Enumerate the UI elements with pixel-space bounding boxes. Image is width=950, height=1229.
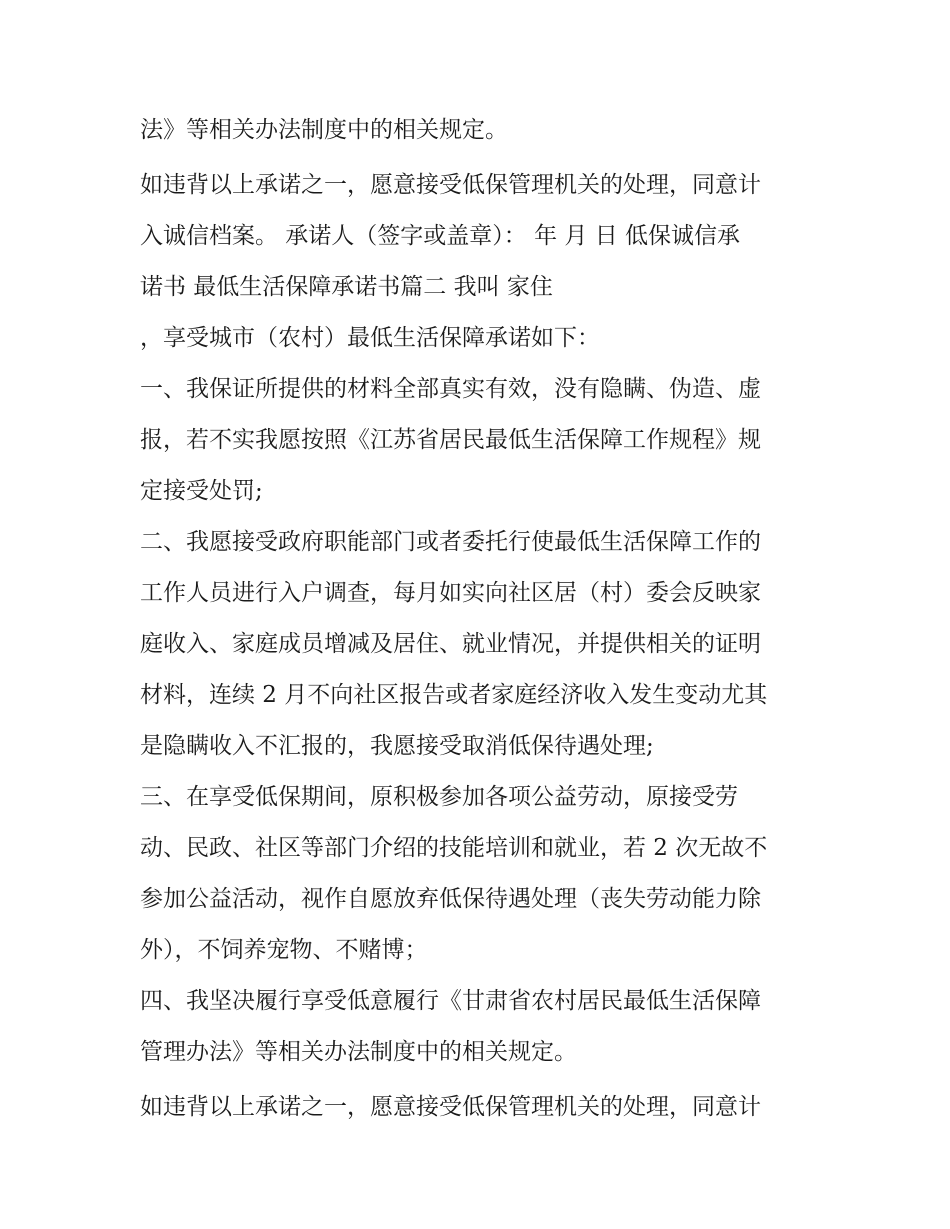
text-line: 庭收入、家庭成员增减及居住、就业情况，并提供相关的证明 [140, 631, 761, 657]
text-line: 如违背以上承诺之一，愿意接受低保管理机关的处理，同意计 [140, 1094, 761, 1120]
text-line: 二、我愿接受政府职能部门或者委托行使最低生活保障工作的 [140, 529, 761, 555]
text-line: 如违背以上承诺之一，愿意接受低保管理机关的处理，同意计 [140, 172, 761, 198]
document-body [140, 105, 820, 1133]
text-line: 法》等相关办法制度中的相关规定。 [140, 117, 508, 143]
text-line: 参加公益活动，视作自愿放弃低保待遇处理（丧失劳动能力除 [140, 886, 761, 912]
text-line: 入诚信档案。 承诺人（签字或盖章）： 年 月 日 低保诚信承 [140, 223, 741, 249]
text-line: ，享受城市（农村）最低生活保障承诺如下： [140, 325, 600, 351]
text-line: 是隐瞒收入不汇报的，我愿接受取消低保待遇处理; [140, 733, 654, 759]
text-line: 材料，连续 2 月不向社区报告或者家庭经济收入发生变动尤其 [140, 682, 768, 708]
text-line: 管理办法》等相关办法制度中的相关规定。 [140, 1039, 577, 1065]
text-line: 报，若不实我愿按照《江苏省居民最低生活保障工作规程》规 [140, 427, 761, 453]
text-line: 四、我坚决履行享受低意履行《甘肃省农村居民最低生活保障 [140, 988, 761, 1014]
text-line: 三、在享受低保期间，原积极参加各项公益劳动，原接受劳 [140, 784, 738, 810]
text-line: 诺书 最低生活保障承诺书篇二 我叫 家住 [140, 274, 553, 300]
text-line: 工作人员进行入户调查，每月如实向社区居（村）委会反映家 [140, 580, 761, 606]
text-line: 外），不饲养宠物、不赌博； [140, 937, 428, 963]
text-line: 一、我保证所提供的材料全部真实有效，没有隐瞒、伪造、虚 [140, 376, 761, 402]
text-line: 动、民政、社区等部门介绍的技能培训和就业，若 2 次无故不 [140, 835, 768, 861]
text-line: 定接受处罚; [140, 478, 263, 504]
